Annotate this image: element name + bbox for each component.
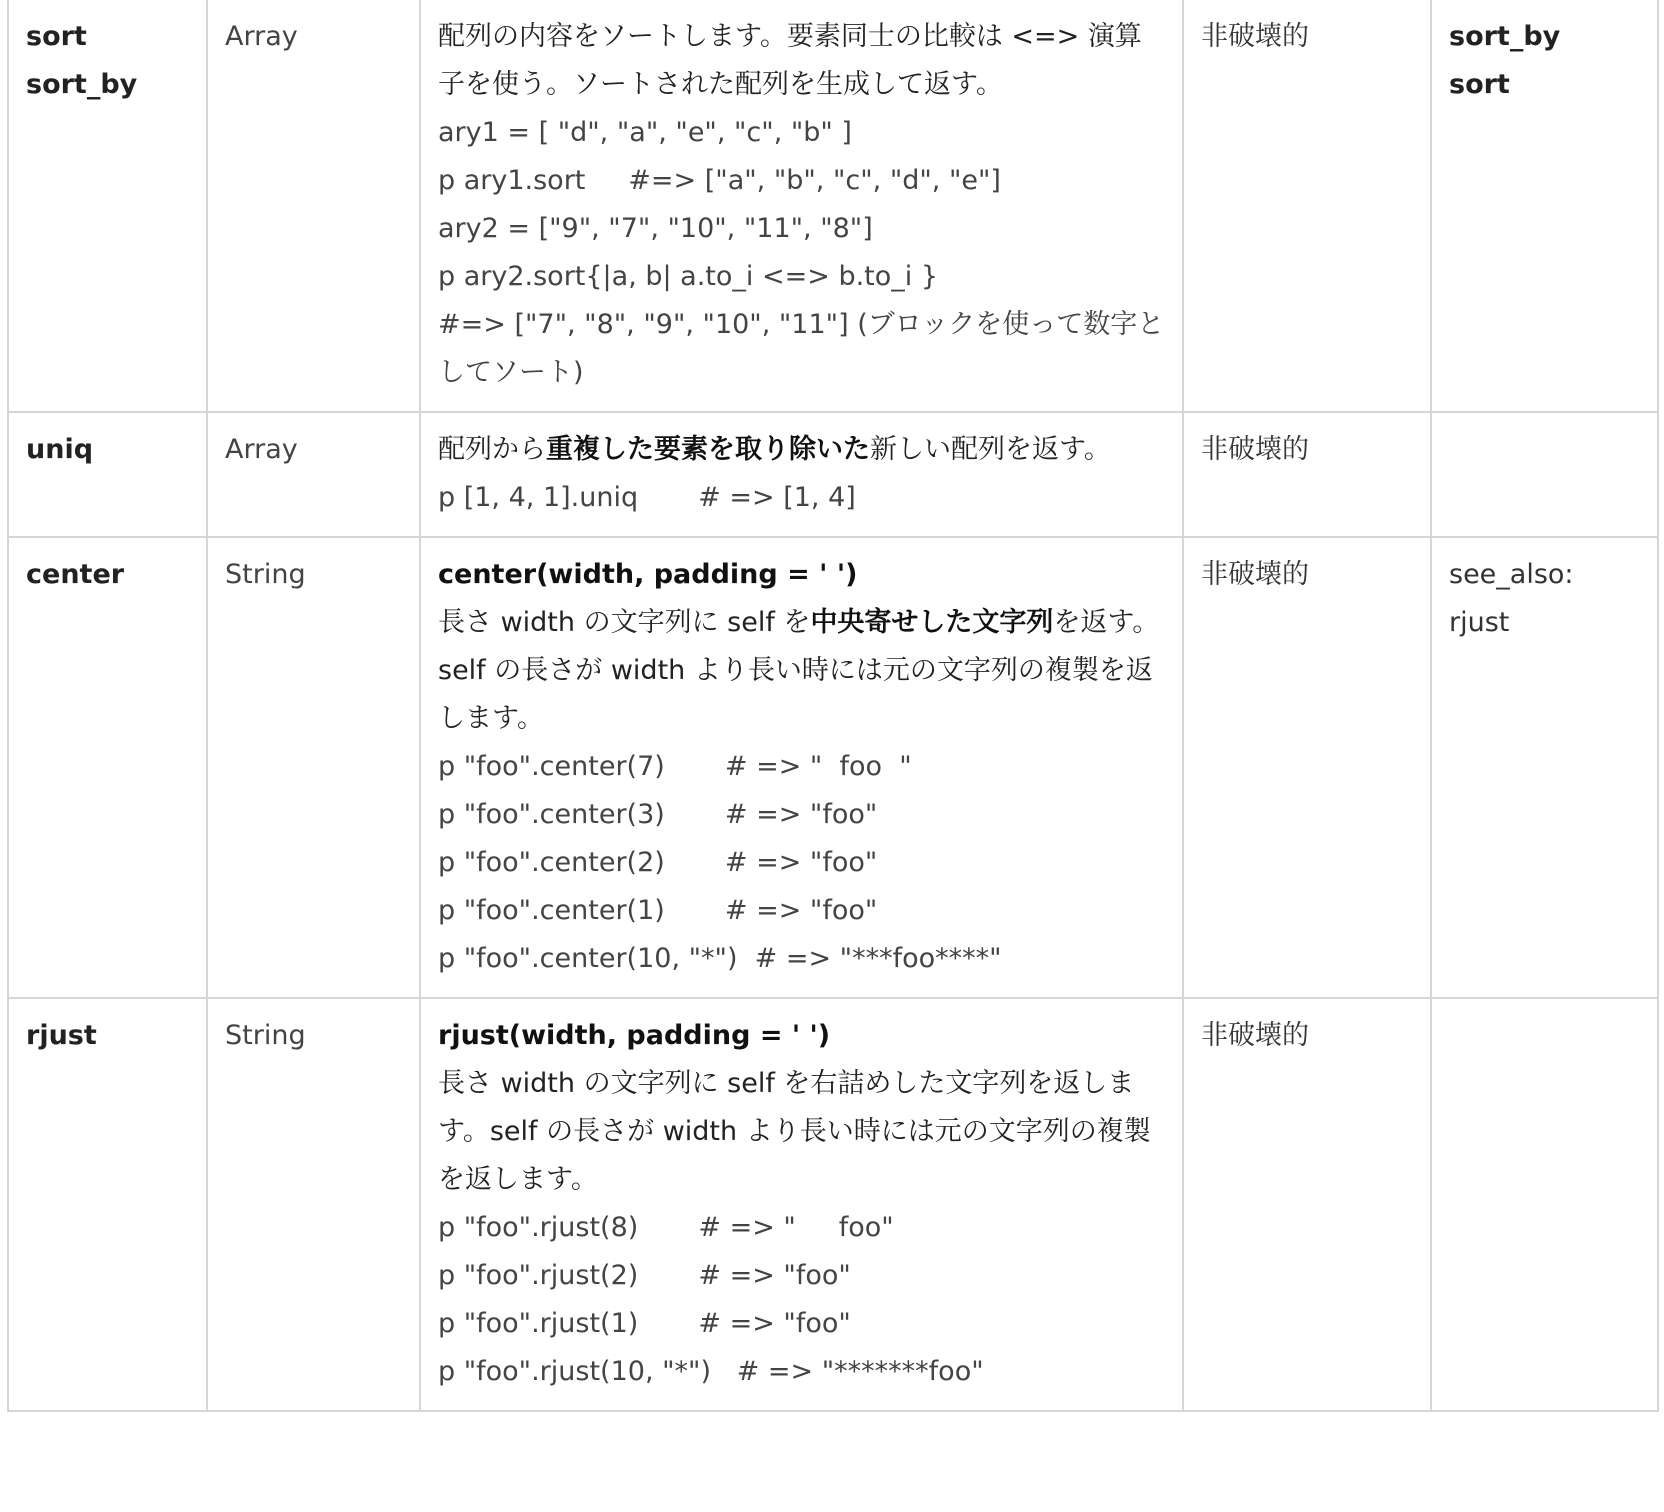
- code-example: [438, 253, 1166, 301]
- text-segment: 長さ width の文字列に self を: [438, 607, 811, 638]
- table-row: [8, 998, 1658, 1411]
- code-example: [438, 1300, 1166, 1348]
- text-segment: p [1, 4, 1].uniq # => [1, 4]: [438, 482, 856, 513]
- code-example: [438, 743, 1166, 791]
- text-segment: 新しい配列を返す。: [870, 434, 1111, 465]
- description-text: [438, 1060, 1166, 1204]
- text-segment: p "foo".center(7) # => " foo ": [438, 751, 912, 782]
- destructive-cell: [1183, 998, 1431, 1411]
- text-segment: p "foo".rjust(1) # => "foo": [438, 1308, 851, 1339]
- class-name: String: [225, 559, 306, 590]
- table-row: [8, 537, 1658, 998]
- see-also-item: rjust: [1449, 607, 1510, 638]
- text-segment: p "foo".rjust(2) # => "foo": [438, 1260, 851, 1291]
- text-segment: p "foo".center(1) # => "foo": [438, 895, 878, 926]
- see-also-cell: [1431, 537, 1658, 998]
- see-also-item: sort: [1449, 69, 1510, 100]
- see-also-item: sort_by: [1449, 21, 1561, 52]
- text-segment: #=> ["7", "8", "9", "10", "11"] (ブロックを使って数字としてソート): [438, 309, 1165, 388]
- text-segment: 配列の内容をソートします。要素同士の比較は <=> 演算子を使う。ソートされた配列を生成して返す。: [438, 21, 1142, 100]
- destructive-label: 非破壊的: [1201, 559, 1309, 590]
- method-name: sort: [26, 21, 87, 52]
- method-name-cell: [8, 412, 207, 537]
- text-segment: p "foo".rjust(8) # => " foo": [438, 1212, 894, 1243]
- emphasis-text: center(width, padding = ' '): [438, 559, 858, 590]
- method-signature: [438, 1012, 1166, 1060]
- destructive-label: 非破壊的: [1201, 21, 1309, 52]
- see-also-cell: [1431, 412, 1658, 537]
- destructive-label: 非破壊的: [1201, 1020, 1309, 1051]
- code-example: [438, 1252, 1166, 1300]
- method-name-cell: [8, 537, 207, 998]
- method-name-cell: [8, 0, 207, 412]
- destructive-label: 非破壊的: [1201, 434, 1309, 465]
- code-example: [438, 109, 1166, 157]
- code-example: [438, 791, 1166, 839]
- description-text: [438, 426, 1166, 474]
- code-example: [438, 935, 1166, 983]
- method-signature: [438, 551, 1166, 599]
- text-segment: p ary1.sort #=> ["a", "b", "c", "d", "e"]: [438, 165, 1001, 196]
- description-cell: [420, 412, 1183, 537]
- description-text: [438, 599, 1166, 743]
- table-row: [8, 412, 1658, 537]
- description-cell: [420, 537, 1183, 998]
- text-segment: p ary2.sort{|a, b| a.to_i <=> b.to_i }: [438, 261, 939, 292]
- code-example: [438, 301, 1166, 397]
- code-example: [438, 1204, 1166, 1252]
- text-segment: ary2 = ["9", "7", "10", "11", "8"]: [438, 213, 873, 244]
- text-segment: 配列から: [438, 434, 546, 465]
- code-example: [438, 205, 1166, 253]
- destructive-cell: [1183, 537, 1431, 998]
- emphasis-text: rjust(width, padding = ' '): [438, 1020, 831, 1051]
- class-name: Array: [225, 434, 298, 465]
- description-cell: [420, 0, 1183, 412]
- class-cell: [207, 0, 420, 412]
- table-body: [8, 0, 1658, 1411]
- table-row: [8, 0, 1658, 412]
- see-also-cell: [1431, 998, 1658, 1411]
- code-example: [438, 1348, 1166, 1396]
- text-segment: ary1 = [ "d", "a", "e", "c", "b" ]: [438, 117, 852, 148]
- description-text: [438, 13, 1166, 109]
- method-name: center: [26, 559, 125, 590]
- emphasis-text: 重複した要素を取り除いた: [546, 434, 870, 465]
- code-example: [438, 887, 1166, 935]
- class-cell: [207, 412, 420, 537]
- destructive-cell: [1183, 412, 1431, 537]
- see-also-item: see_also:: [1449, 559, 1574, 590]
- text-segment: p "foo".center(10, "*") # => "***foo****": [438, 943, 1002, 974]
- class-cell: [207, 998, 420, 1411]
- destructive-cell: [1183, 0, 1431, 412]
- text-segment: p "foo".center(2) # => "foo": [438, 847, 878, 878]
- class-cell: [207, 537, 420, 998]
- class-name: String: [225, 1020, 306, 1051]
- description-cell: [420, 998, 1183, 1411]
- text-segment: を返す。self の長さが width より長い時には元の文字列の複製を返します。: [438, 607, 1160, 734]
- see-also-cell: [1431, 0, 1658, 412]
- method-name-cell: [8, 998, 207, 1411]
- method-name: sort_by: [26, 69, 138, 100]
- code-example: [438, 839, 1166, 887]
- method-name: rjust: [26, 1020, 97, 1051]
- text-segment: 長さ width の文字列に self を右詰めした文字列を返します。self の長さが width より長い時には元の文字列の複製を返します。: [438, 1068, 1151, 1195]
- text-segment: p "foo".rjust(10, "*") # => "*******foo": [438, 1356, 984, 1387]
- text-segment: p "foo".center(3) # => "foo": [438, 799, 878, 830]
- code-example: [438, 474, 1166, 522]
- code-example: [438, 157, 1166, 205]
- method-name: uniq: [26, 434, 94, 465]
- method-reference-table: [7, 0, 1659, 1412]
- emphasis-text: 中央寄せした文字列: [810, 607, 1054, 638]
- class-name: Array: [225, 21, 298, 52]
